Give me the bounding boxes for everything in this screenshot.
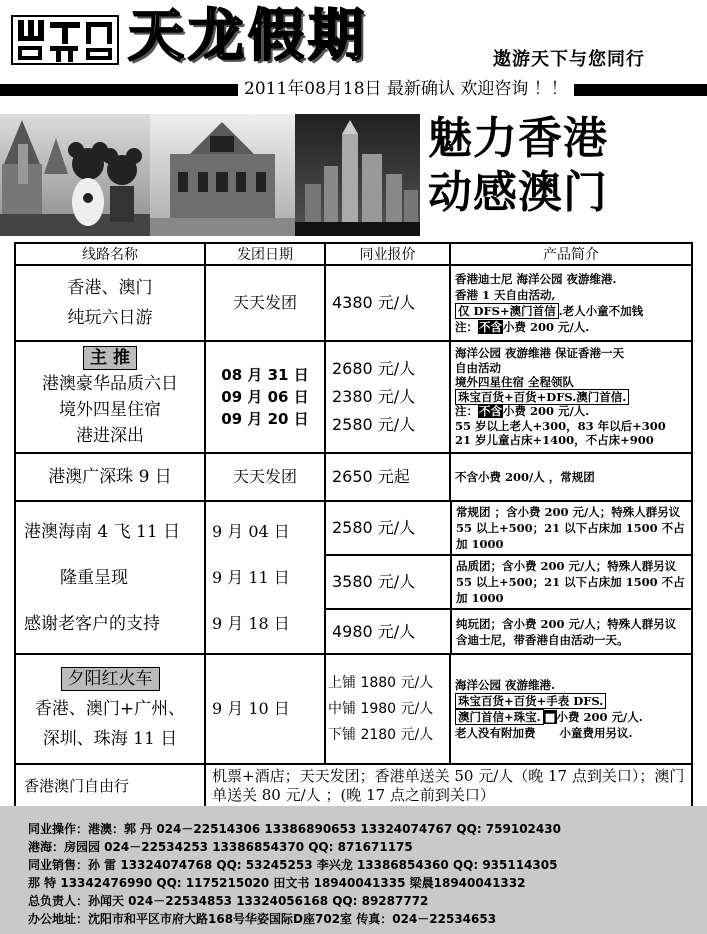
intro-cell [450, 265, 692, 341]
intro-text: .老人小童不加钱 [558, 304, 644, 318]
table-header-row [15, 243, 692, 265]
banner-photo-collage [0, 114, 420, 236]
intro-line: 香港 1 天自由活动, [455, 288, 556, 302]
date-cell: 9 月 10 日 [205, 654, 325, 764]
black-square-icon: ■ [544, 710, 556, 724]
intro-line [455, 709, 687, 725]
route-line: 香港、澳门 [67, 278, 153, 298]
price-line: 上铺 1880 元/人 [328, 675, 434, 691]
slogan: 遨游天下与您同行 [493, 49, 645, 70]
sub-table [326, 502, 691, 653]
intro-boxed: 珠宝百货+百货+DFS.澳门首信. [455, 389, 629, 405]
intro-line: 自由活动 [455, 360, 501, 375]
price-cell: 4380 元/人 [325, 265, 450, 341]
intro-cell [450, 654, 692, 764]
date-cell [205, 501, 325, 654]
route-line: 港进深出 [76, 426, 144, 446]
contact-footer [0, 806, 707, 934]
header-date: 发团日期 [205, 243, 325, 265]
footer-line: 同业操作：港澳：郭 丹 024－22514306 13386890653 13324074767 QQ: 759102430 [28, 822, 561, 836]
intro-text: 小费 200 元/人. [556, 710, 643, 724]
route-line: 港澳豪华品质六日 [42, 374, 178, 394]
date-line: 9 月 11 日 [212, 567, 290, 587]
route-line: 境外四星住宿 [59, 400, 161, 420]
date-cell: 天天发团 [205, 453, 325, 501]
route-cell [15, 501, 205, 654]
sub-row [326, 555, 691, 609]
price-cell: 4980 元/人 [326, 609, 451, 653]
route-line: 纯玩六日游 [67, 308, 153, 328]
intro-cell: 不含小费 200/人 ，常规团 [450, 453, 692, 501]
table-row [15, 341, 692, 453]
intro-boxed: 澳门首信+珠宝. [455, 709, 544, 725]
intro-line: 境外四星住宿 全程领队 [455, 375, 575, 390]
featured-tag: 主 推 [83, 346, 137, 370]
route-line: 港澳海南 4 飞 11 日 [24, 521, 181, 542]
route-line: 感谢老客户的支持 [24, 613, 160, 634]
intro-text: 小童费用另议. [559, 726, 633, 740]
price-line: 2380 元/人 [332, 387, 416, 406]
price-line: 2680 元/人 [332, 359, 416, 378]
intro-inverted: 不含 [479, 404, 502, 419]
table-row [15, 764, 692, 808]
price-cell [325, 341, 450, 453]
table-row [15, 453, 692, 501]
intro-line: 海洋公园 夜游维港 保证香港一天 [455, 346, 625, 361]
sub-table-cell [325, 501, 692, 654]
intro-inverted: 不含 [479, 320, 502, 334]
tour-table [14, 242, 691, 809]
intro-line [455, 303, 687, 319]
route-cell [15, 654, 205, 764]
sub-row [326, 609, 691, 653]
intro-line: 55 岁以上老人+300，83 年以后+300 [455, 418, 666, 433]
intro-text: 注： [455, 404, 478, 419]
price-line: 下铺 2180 元/人 [328, 727, 434, 743]
header-intro: 产品简介 [450, 243, 692, 265]
featured-tag: 夕阳红火车 [61, 667, 160, 691]
footer-line: 港海：房园园 024－22534253 13386854370 QQ: 871671175 [28, 840, 413, 854]
price-cell [325, 654, 450, 764]
date-line: 9 月 04 日 [212, 521, 290, 541]
footer-line: 总负责人：孙闻天 024－22534853 13324056168 QQ: 89287772 [28, 894, 429, 908]
date-line: 09 月 06 日 [221, 388, 309, 406]
headline [428, 112, 608, 220]
date-line: 2011年08月18日 最新确认 欢迎咨询 ！！ [238, 78, 574, 100]
date-line: 9 月 18 日 [212, 613, 290, 633]
intro-cell: 常规团 ；含小费 200 元/人；特殊人群另议 55 以上+500；21 以下占床加 1500 不占加 1000 [451, 502, 691, 555]
footer-line: 那 特 13342476990 QQ: 1175215020 田文书 18940041335 梁晨18940041332 [28, 876, 526, 890]
date-cell: 天天发团 [205, 265, 325, 341]
company-logo [10, 10, 120, 68]
brand-title: 天龙假期 [128, 3, 368, 69]
intro-cell: 纯玩团；含小费 200 元/人；特殊人群另议含迪士尼，带香港自由活动一天。 [451, 609, 691, 653]
route-line: 香港、澳门+广州、 [34, 699, 186, 719]
intro-text: 小费 200 元/人. [503, 404, 590, 419]
table-row [15, 654, 692, 764]
intro-line [455, 319, 687, 335]
route-line: 深圳、珠海 11 日 [42, 729, 178, 749]
intro-line: 香港迪士尼 海洋公园 夜游维港. [455, 272, 617, 286]
intro-line: 21 岁儿童占床+1400，不占床+900 [455, 433, 654, 448]
price-cell: 3580 元/人 [326, 555, 451, 609]
headline-line2: 动感澳门 [428, 167, 608, 218]
intro-line [455, 725, 687, 741]
intro-line: 海洋公园 夜游维港. [455, 678, 556, 692]
intro-text: 注： [455, 320, 478, 334]
sub-row [326, 502, 691, 555]
route-line: 隆重呈现 [60, 567, 128, 588]
intro-text: 老人没有附加费 [455, 726, 536, 740]
route-cell [15, 341, 205, 453]
price-cell: 2580 元/人 [326, 502, 451, 555]
headline-line1: 魅力香港 [428, 113, 608, 164]
date-cell [205, 341, 325, 453]
table-row [15, 501, 692, 654]
date-line: 08 月 31 日 [221, 366, 309, 384]
intro-cell: 品质团；含小费 200 元/人；特殊人群另议 55 以上+500；21 以下占床加 1500 不占加 1000 [451, 555, 691, 609]
date-line: 09 月 20 日 [221, 410, 309, 428]
route-cell: 港澳广深珠 9 日 [15, 453, 205, 501]
route-cell: 香港澳门自由行 [15, 764, 205, 808]
header-route: 线路名称 [15, 243, 205, 265]
route-cell [15, 265, 205, 341]
header-price: 同业报价 [325, 243, 450, 265]
price-cell: 2650 元起 [325, 453, 450, 501]
free-travel-detail: 机票+酒店；天天发团；香港单送关 50 元/人（晚 17 点到关口）；澳门单送关 80 元/人 ；(晚 17 点之前到关口） [205, 764, 692, 808]
table-row [15, 265, 692, 341]
intro-cell [450, 341, 692, 453]
intro-boxed: 仅 DFS+澳门首信 [455, 303, 559, 319]
intro-text: 小费 200 元/人. [503, 320, 590, 334]
footer-line: 同业销售：孙 雷 13324074768 QQ: 53245253 李兴龙 13386854360 QQ: 935114305 [28, 858, 558, 872]
footer-line: 办公地址：沈阳市和平区市府大路168号华姿国际D座702室 传真：024－22534653 [28, 912, 497, 926]
price-line: 中铺 1980 元/人 [328, 701, 434, 717]
intro-boxed: 珠宝百货+百货+手表 DFS. [455, 693, 606, 709]
price-line: 2580 元/人 [332, 415, 416, 434]
intro-line [455, 404, 687, 419]
